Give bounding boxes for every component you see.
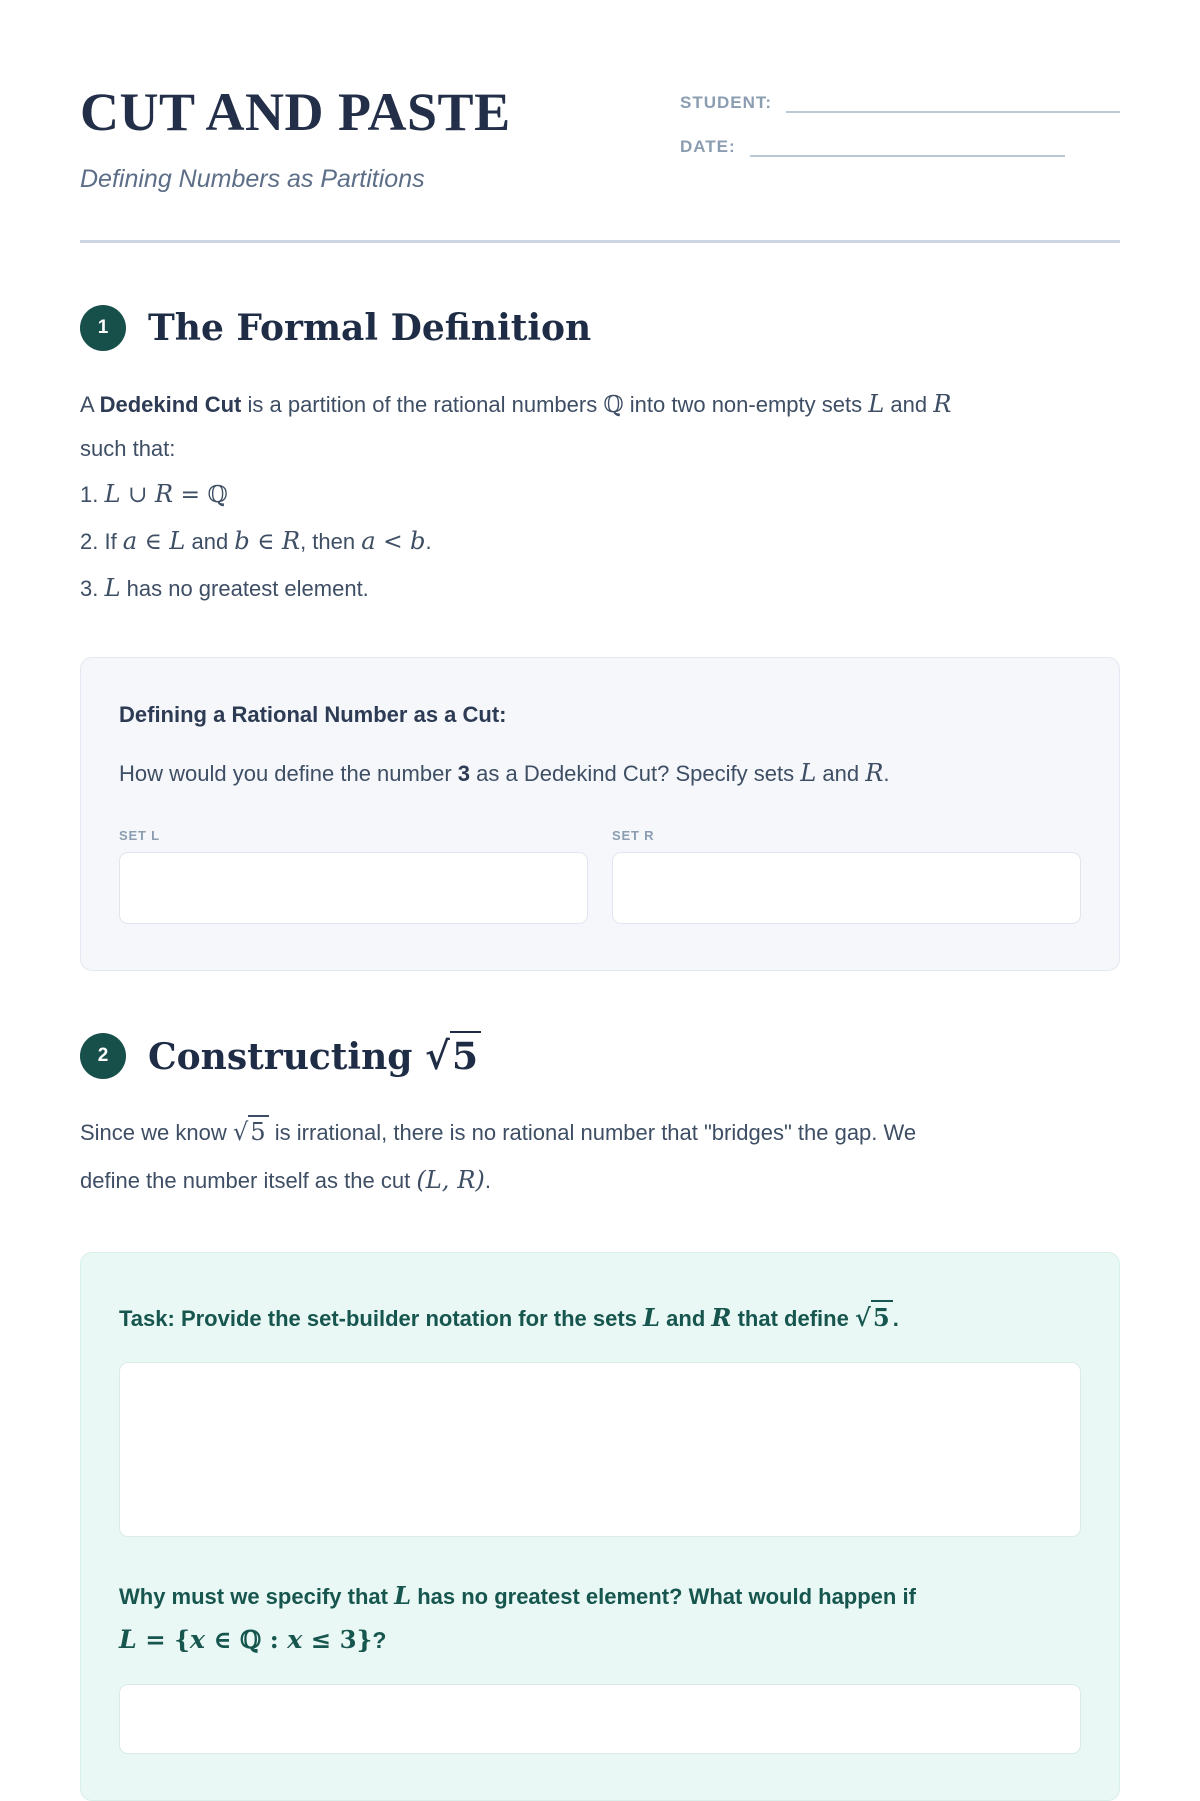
student-row [680, 93, 1120, 113]
sqrt5-intro: Since we know √5 is irrational, there is no rational number that "bridges" the gap. We define the number itself as the cut (L, R). [80, 1109, 1120, 1203]
date-row [680, 137, 1120, 157]
section-constructing-sqrt5 [80, 1033, 1120, 1801]
page-subtitle: Defining Numbers as Partitions [80, 165, 425, 193]
why-prompt-line-1: Why must we specify that L has no greatest element? What would happen if [119, 1580, 916, 1610]
set-r-input[interactable] [612, 852, 1081, 924]
set-r-column [612, 828, 1081, 924]
section-1-heading [80, 305, 1120, 351]
set-builder-input[interactable] [119, 1362, 1081, 1537]
set-answer-grid [119, 828, 1081, 924]
exercise-heading: Defining a Rational Number as a Cut: [119, 701, 507, 727]
set-r-label: SET R [612, 828, 655, 844]
student-info-block [680, 85, 1120, 181]
student-label: STUDENT: [680, 93, 773, 112]
set-l-label: SET L [119, 828, 160, 844]
definition-item-2: 2. If a ∈ L and b ∈ R, then a < b. [80, 527, 432, 556]
set-l-column [119, 828, 588, 924]
page-title: CUT AND PASTE [80, 82, 511, 142]
definition-item-1: 1. L ∪ R = ℚ [80, 480, 228, 509]
set-l-input[interactable] [119, 852, 588, 924]
section-formal-definition [80, 305, 1120, 971]
student-write-line [786, 93, 1120, 113]
section-2-heading [80, 1033, 1120, 1079]
date-label: DATE: [680, 137, 736, 156]
task-prompt: Task: Provide the set-builder notation for the sets L and R that define √5 . [119, 1297, 1081, 1338]
definition-item-3: 3. L has no greatest element. [80, 574, 369, 603]
section-1-number-badge: 1 [80, 305, 126, 351]
header-divider [80, 240, 1120, 243]
why-prompt [119, 1575, 1081, 1662]
sqrt5-task-card [80, 1252, 1120, 1801]
section-2-number-badge: 2 [80, 1033, 126, 1079]
header [80, 82, 1120, 194]
title-block [80, 82, 511, 194]
why-prompt-line-2: L = {x ∈ ℚ : x ≤ 3}? [119, 1624, 387, 1655]
rational-cut-exercise-card [80, 657, 1120, 972]
date-write-line [750, 137, 1065, 157]
definition-list [80, 471, 1120, 613]
section-2-title: Constructing √5 [148, 1034, 481, 1078]
definition-intro: A Dedekind Cut is a partition of the rational numbers ℚ into two non-empty sets L and R such that: [80, 390, 952, 462]
why-answer-input[interactable] [119, 1684, 1081, 1754]
exercise-question: How would you define the number 3 as a Dedekind Cut? Specify sets L and R. [119, 758, 890, 787]
section-1-title: The Formal Definition [148, 307, 592, 349]
